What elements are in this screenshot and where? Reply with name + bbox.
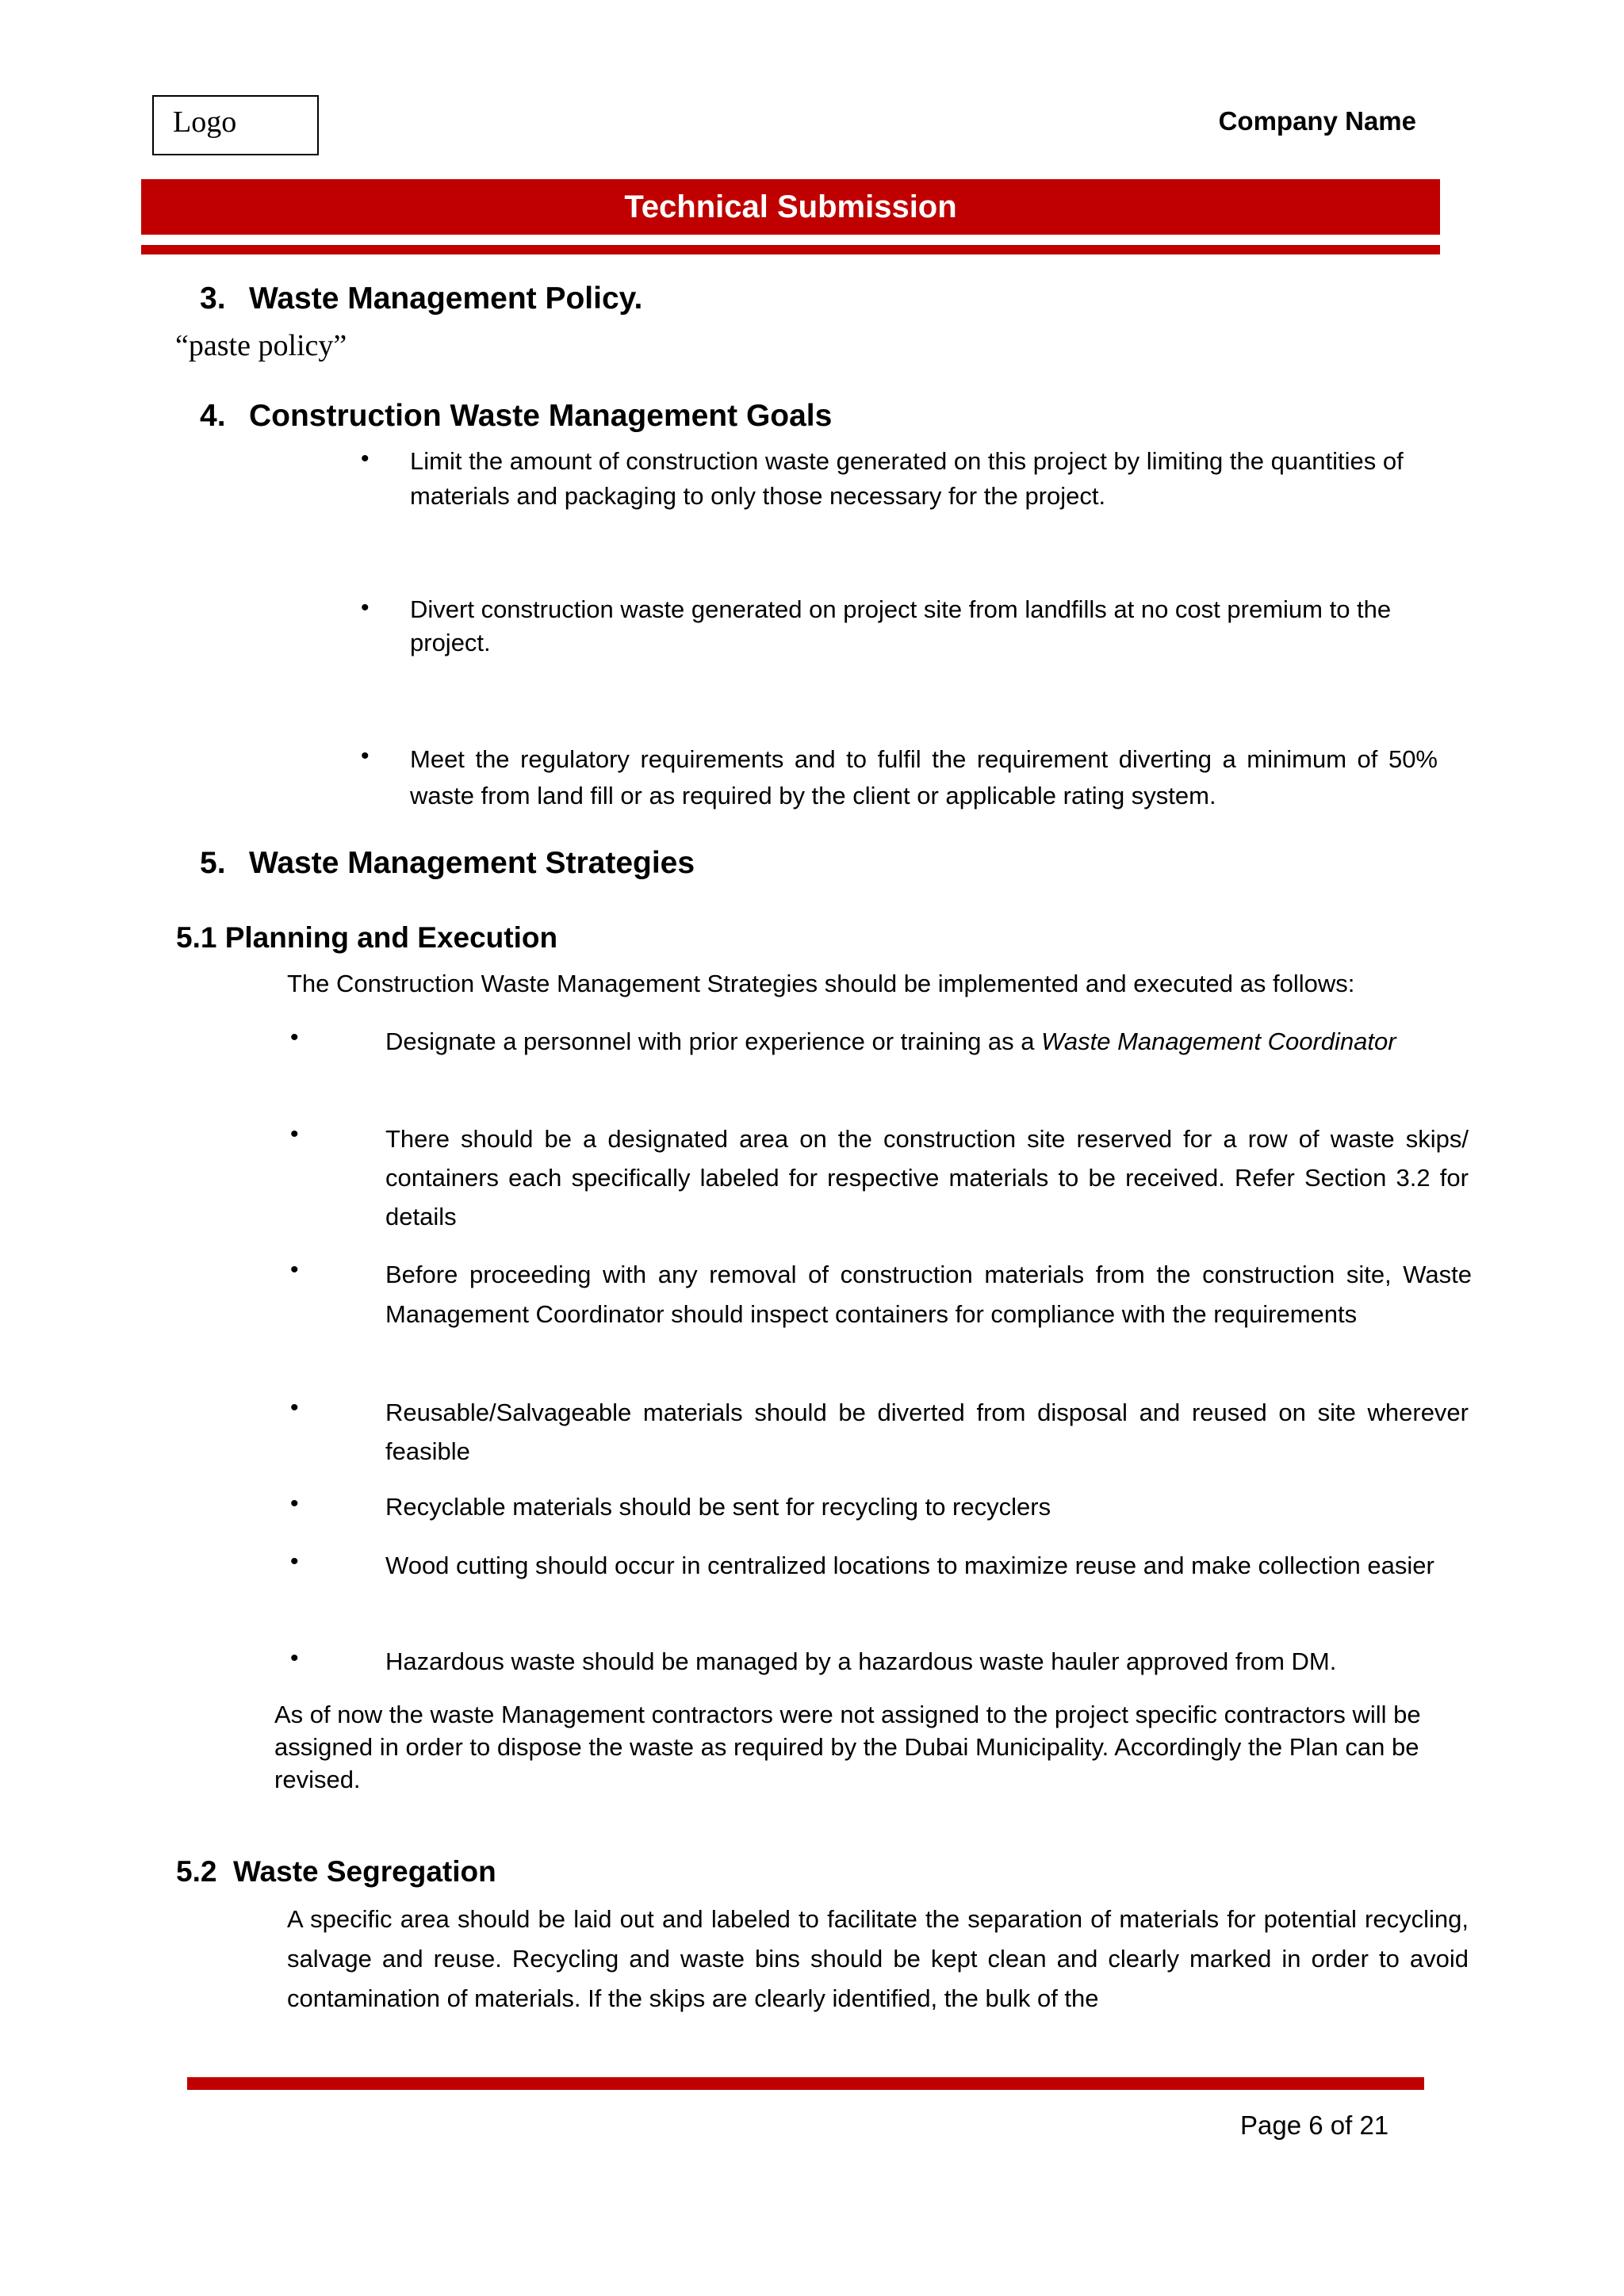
bullet-icon: •	[290, 1490, 299, 1517]
logo-placeholder: Logo	[152, 95, 319, 155]
strategy-item: Wood cutting should occur in centralized locations to maximize reuse and make collection easier	[385, 1552, 1434, 1579]
strategy-item: Reusable/Salvageable materials should be diverted from disposal and reused on site wherever feasible	[385, 1399, 1469, 1465]
bullet-icon: •	[290, 1024, 299, 1050]
strategy-item: There should be a designated area on the construction site reserved for a row of waste skips/ containers each specifically labeled for respective materials to be received. Refer Section 3.2 for details	[385, 1125, 1469, 1230]
policy-placeholder: “paste policy”	[175, 329, 347, 362]
title-banner	[141, 179, 1440, 235]
section-number: 3.	[200, 281, 226, 316]
goal-item: Divert construction waste generated on project site from landfills at no cost premium to the project.	[410, 595, 1392, 656]
bullet-icon: •	[361, 743, 370, 769]
bullet-icon: •	[361, 595, 370, 621]
closing-paragraph: As of now the waste Management contractors were not assigned to the project specific contractors will be assigned in order to dispose the waste as required by the Dubai Municipality. Accordingly the Plan can be revised.	[274, 1701, 1421, 1793]
section-title: Waste Management Strategies	[249, 846, 695, 880]
subsection-5-1-heading: 5.1 Planning and Execution	[176, 921, 558, 954]
strategy-item	[385, 1023, 1469, 1061]
section-5-heading	[200, 846, 695, 881]
banner-title: Technical Submission	[624, 189, 957, 224]
goal-item: Meet the regulatory requirements and to fulfil the requirement diverting a minimum of 50% waste from land fill or as required by the client or applicable rating system.	[410, 745, 1438, 809]
bullet-icon: •	[290, 1121, 299, 1147]
goal-item: Limit the amount of construction waste generated on this project by limiting the quantities of materials and packaging to only those necessary for the project.	[410, 447, 1404, 510]
section-number: 5.	[200, 846, 226, 880]
subsection-title: Waste Segregation	[233, 1855, 496, 1888]
subsection-5-2-heading	[176, 1855, 496, 1888]
bullet-icon: •	[290, 1548, 299, 1575]
strategy-item: Hazardous waste should be managed by a hazardous waste hauler approved from DM.	[385, 1647, 1337, 1675]
footer-divider	[187, 2077, 1424, 2090]
header-divider	[141, 245, 1440, 254]
section-number: 4.	[200, 399, 226, 433]
company-name: Company Name	[1218, 106, 1416, 136]
strategy-item: Recyclable materials should be sent for recycling to recyclers	[385, 1493, 1051, 1521]
bullet-icon: •	[290, 1645, 299, 1671]
bullet-icon: •	[290, 1257, 299, 1283]
section-title: Waste Management Policy.	[249, 281, 643, 316]
emphasis-text: Waste Management Coordinator	[1041, 1027, 1396, 1055]
subsection-number: 5.2	[176, 1855, 217, 1888]
section-title: Construction Waste Management Goals	[249, 399, 833, 433]
page-number: Page 6 of 21	[1240, 2110, 1389, 2140]
strategies-intro: The Construction Waste Management Strategies should be implemented and executed as follows:	[287, 970, 1355, 997]
section-4-heading	[200, 399, 832, 434]
bullet-icon: •	[361, 446, 370, 472]
strategy-text: Designate a personnel with prior experience or training as a	[385, 1027, 1035, 1055]
section-3-heading	[200, 281, 642, 316]
segregation-paragraph: A specific area should be laid out and labeled to facilitate the separation of materials for potential recycling, salvage and reuse. Recycling and waste bins should be kept clean and clearly marked in order to avoid contamination of materials. If the skips are clearly identified, the bulk of the	[287, 1905, 1469, 2012]
bullet-icon: •	[290, 1395, 299, 1421]
strategy-item: Before proceeding with any removal of construction materials from the construction site, Waste Management Coordinator should inspect containers for compliance with the requirements	[385, 1261, 1472, 1328]
